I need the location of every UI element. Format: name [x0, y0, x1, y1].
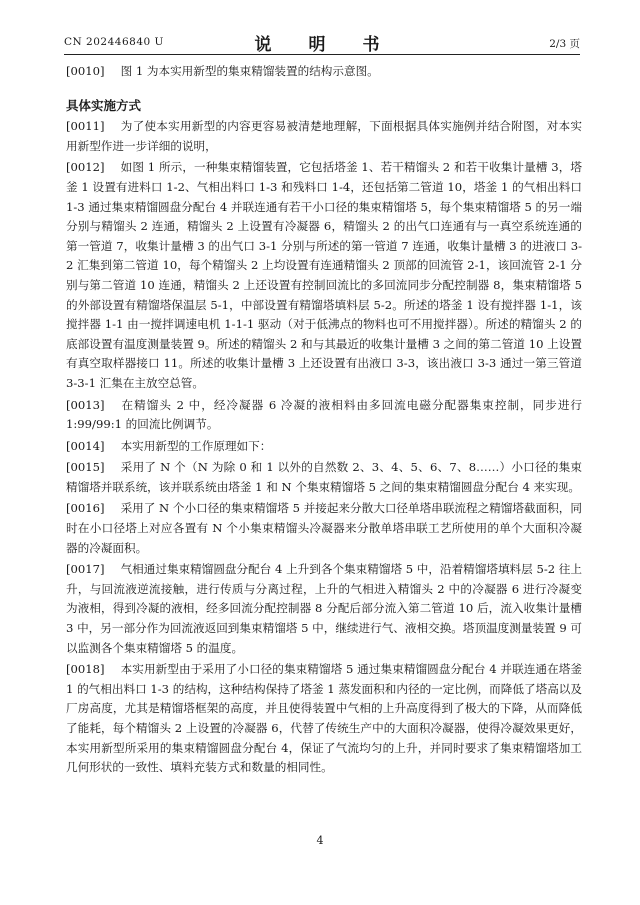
paragraph-number: [0018] — [66, 662, 105, 677]
paragraph-number: [0010] — [66, 64, 105, 78]
doc-title: 说 明 书 — [254, 35, 390, 55]
paragraph-number: [0012] — [66, 160, 105, 175]
paragraph-0018 — [66, 660, 582, 778]
paragraph-0011 — [66, 117, 582, 156]
paragraph-0012 — [66, 158, 582, 393]
paragraph-text: 气相通过集束精馏圆盘分配台 4 上升到各个集束精馏塔 5 中，沿着精馏塔填料层 5-2 往上升，与回流液逆流接触，进行传质与分离过程，上升的气相进入精馏头 2 中的冷凝器 6 进行冷凝变为液相，得到冷凝的液相，经多回流分配控制器 8 分配后部分流入第二管道 10 后，流入收集计量槽 3 中，另一部分作为回流液返回到集束精馏塔 5 中，继续进行气、液相交换。塔顶温度测量装置 9 可以监测各个集束精馏塔 5 的温度。 — [66, 562, 582, 655]
paragraph-0015 — [66, 458, 582, 497]
document-body — [66, 62, 582, 778]
paragraph-0010 — [66, 62, 582, 82]
paragraph-0017 — [66, 560, 582, 658]
paragraph-0013 — [66, 396, 582, 435]
paragraph-0016 — [66, 499, 582, 558]
paragraph-number: [0016] — [66, 501, 105, 516]
paragraph-number: [0014] — [66, 438, 105, 453]
paragraph-text: 采用了 N 个（N 为除 0 和 1 以外的自然数 2、3、4、5、6、7、8……）小口径的集束精馏塔并联系统，该并联系统由塔釜 1 和 N 个集束精馏塔 5 之间的集束精馏圆盘分配台 4 来实现。 — [66, 460, 582, 494]
doc-number: CN 202446840 U — [64, 36, 164, 48]
paragraph-text: 为了使本实用新型的内容更容易被清楚地理解，下面根据具体实施例并结合附图，对本实用新型作进一步详细的说明， — [66, 119, 582, 153]
page-number: 4 — [316, 834, 324, 847]
paragraph-text: 本实用新型由于采用了小口径的集束精馏塔 5 通过集束精馏圆盘分配台 4 并联连通在塔釜 1 的气相出料口 1-3 的结构，这种结构保持了塔釜 1 蒸发面积和内径的一定比例，而降低了塔高以及厂房高度，尤其是精馏塔框架的高度，并且使得装置中气相的上升高度得到了极大的下降，从而降低了能耗，每个精馏头 2 上设置的冷凝器 6，代替了传统生产中的大面积冷凝器，使得冷凝效果更好，本实用新型所采用的集束精馏圆盘分配台 4，保证了气流均匀的上升，并同时要求了集束精馏塔加工几何形状的一致性、填料充装方式和数量的相同性。 — [66, 662, 582, 775]
page-header — [64, 28, 580, 55]
paragraph-text: 图 1 为本实用新型的集束精馏装置的结构示意图。 — [120, 64, 379, 78]
paragraph-text: 如图 1 所示，一种集束精馏装置，它包括塔釜 1、若干精馏头 2 和若干收集计量槽 3，塔釜 1 设置有进料口 1-2、气相出料口 1-3 和残料口 1-4，还包括第二管道 10，塔釜 1 的气相出料口 1-3 通过集束精馏圆盘分配台 4 并联连通有若干小口径的集束精馏塔 5，每个集束精馏塔 5 的另一端分别与精馏头 2 连通，精馏头 2 上设置有冷凝器 6，精馏头 2 的出气口连通有与一真空系统连通的第一管道 7，收集计量槽 3 的出气口 3-1 分别与所述的第一管道 7 连通，收集计量槽 3 的进液口 3-2 汇集到第二管道 10，每个精馏头 2 上均设置有连通精馏头 2 顶部的回流管 2-1，该回流管 2-1 分别与第二管道 10 连通，精馏头 2 上还设置有控制回流比的多回流同步分配控制器 8，集束精馏塔 5 的外部设置有精馏塔保温层 5-1，中部设置有精馏塔填料层 5-2。所述的塔釜 1 设有搅拌器 1-1，该搅拌器 1-1 由一搅拌调速电机 1-1-1 驱动（对于低沸点的物料也可不用搅拌器）。所述的精馏头 2 的底部设置有温度测量装置 9。所述的精馏头 2 和与其最近的收集计量槽 3 之间的第二管道 10 上设置有真空取样器接口 11。所述的收集计量槽 3 上还设置有出液口 3-3，该出液口 3-3 通过一第三管道 3-3-1 汇集在主放空总管。 — [66, 160, 582, 390]
paragraph-text: 采用了 N 个小口径的集束精馏塔 5 并接起来分散大口径单塔串联流程之精馏塔截面积，同时在小口径塔上对应各置有 N 个小集束精馏头冷凝器来分散单塔串联工艺所使用的单个大面积冷凝器的冷凝面积。 — [66, 501, 582, 555]
paragraph-text: 在精馏头 2 中，经冷凝器 6 冷凝的液相料由多回流电磁分配器集束控制，同步进行 1:99/99:1 的回流比例调节。 — [66, 397, 582, 432]
paragraph-number: [0011] — [66, 119, 105, 134]
section-heading: 具体实施方式 — [66, 97, 142, 113]
page-indicator: 2/3 页 — [549, 38, 580, 50]
paragraph-0014 — [66, 437, 582, 457]
paragraph-number: [0015] — [66, 460, 105, 475]
paragraph-text: 本实用新型的工作原理如下： — [120, 438, 272, 453]
paragraph-number: [0013] — [66, 397, 105, 412]
paragraph-number: [0017] — [66, 562, 105, 577]
